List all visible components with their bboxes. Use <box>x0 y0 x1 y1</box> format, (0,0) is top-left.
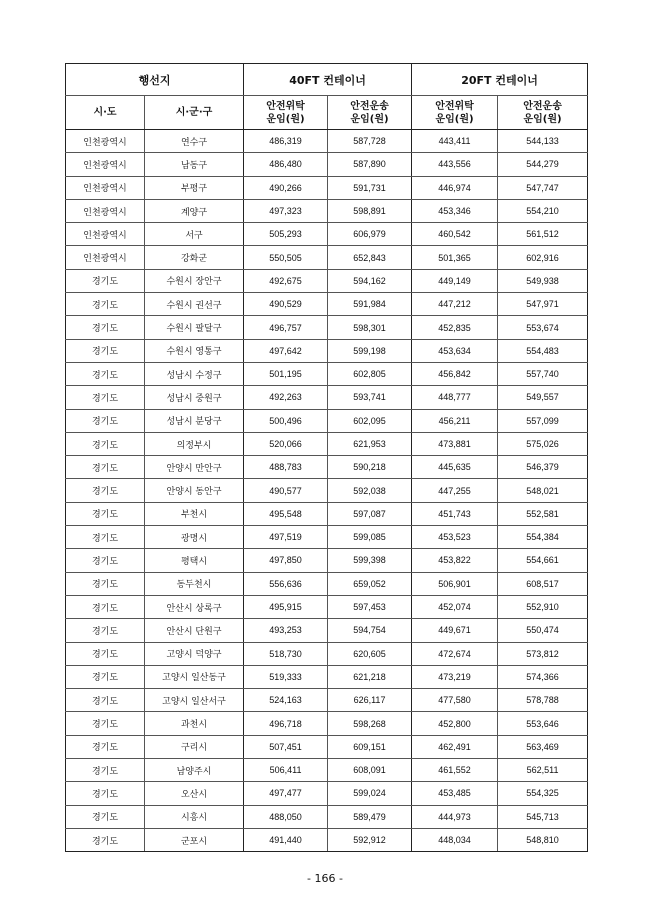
cell-sigungu: 안양시 동안구 <box>145 479 244 502</box>
cell-20ft-safe-consign: 449,671 <box>412 619 498 642</box>
cell-sido: 경기도 <box>66 805 145 828</box>
cell-40ft-safe-consign: 520,066 <box>244 432 328 455</box>
table-row <box>66 642 588 665</box>
cell-20ft-safe-transport: 557,099 <box>498 409 588 432</box>
cell-20ft-safe-consign: 451,743 <box>412 502 498 525</box>
cell-sido: 인천광역시 <box>66 223 145 246</box>
cell-sido: 경기도 <box>66 735 145 758</box>
cell-20ft-safe-consign: 473,219 <box>412 665 498 688</box>
cell-20ft-safe-transport: 547,747 <box>498 176 588 199</box>
table-row <box>66 246 588 269</box>
cell-40ft-safe-consign: 497,850 <box>244 549 328 572</box>
cell-sido: 경기도 <box>66 642 145 665</box>
header-line-1: 안전운송 <box>523 100 562 112</box>
cell-20ft-safe-transport: 573,812 <box>498 642 588 665</box>
cell-40ft-safe-transport: 594,162 <box>328 269 412 292</box>
cell-sido: 인천광역시 <box>66 153 145 176</box>
table-row <box>66 153 588 176</box>
table-row <box>66 339 588 362</box>
cell-sigungu: 동두천시 <box>145 572 244 595</box>
cell-sigungu: 안산시 상록구 <box>145 595 244 618</box>
cell-20ft-safe-consign: 452,835 <box>412 316 498 339</box>
table-row <box>66 805 588 828</box>
cell-40ft-safe-consign: 491,440 <box>244 828 328 851</box>
cell-20ft-safe-transport: 574,366 <box>498 665 588 688</box>
table-row <box>66 549 588 572</box>
table-header <box>66 64 588 130</box>
cell-20ft-safe-transport: 553,646 <box>498 712 588 735</box>
header-20ft-safe-transport <box>498 96 588 130</box>
cell-20ft-safe-transport: 557,740 <box>498 362 588 385</box>
cell-sigungu: 남양주시 <box>145 759 244 782</box>
cell-20ft-safe-consign: 456,211 <box>412 409 498 432</box>
cell-40ft-safe-consign: 505,293 <box>244 223 328 246</box>
cell-sigungu: 안산시 단원구 <box>145 619 244 642</box>
cell-20ft-safe-consign: 456,842 <box>412 362 498 385</box>
cell-sido: 경기도 <box>66 269 145 292</box>
cell-20ft-safe-transport: 575,026 <box>498 432 588 455</box>
cell-20ft-safe-transport: 546,379 <box>498 456 588 479</box>
table-row <box>66 828 588 851</box>
cell-20ft-safe-consign: 446,974 <box>412 176 498 199</box>
cell-40ft-safe-transport: 594,754 <box>328 619 412 642</box>
header-line-2: 운임(원) <box>266 113 305 125</box>
cell-20ft-safe-consign: 445,635 <box>412 456 498 479</box>
cell-40ft-safe-transport: 591,984 <box>328 293 412 316</box>
header-20ft-container: 20FT 컨테이너 <box>412 64 588 96</box>
cell-20ft-safe-transport: 550,474 <box>498 619 588 642</box>
header-route: 행선지 <box>66 64 244 96</box>
cell-20ft-safe-consign: 449,149 <box>412 269 498 292</box>
cell-20ft-safe-consign: 453,485 <box>412 782 498 805</box>
cell-40ft-safe-transport: 597,453 <box>328 595 412 618</box>
cell-sido: 경기도 <box>66 316 145 339</box>
cell-sido: 경기도 <box>66 759 145 782</box>
table-row <box>66 386 588 409</box>
cell-40ft-safe-transport: 599,398 <box>328 549 412 572</box>
cell-20ft-safe-consign: 461,552 <box>412 759 498 782</box>
cell-sido: 경기도 <box>66 409 145 432</box>
cell-sido: 경기도 <box>66 689 145 712</box>
cell-20ft-safe-transport: 544,133 <box>498 130 588 153</box>
cell-sigungu: 남동구 <box>145 153 244 176</box>
cell-40ft-safe-transport: 620,605 <box>328 642 412 665</box>
cell-sigungu: 오산시 <box>145 782 244 805</box>
header-line-2: 운임(원) <box>523 113 562 125</box>
cell-sido: 경기도 <box>66 665 145 688</box>
table-row <box>66 619 588 642</box>
cell-sigungu: 부평구 <box>145 176 244 199</box>
cell-20ft-safe-transport: 554,483 <box>498 339 588 362</box>
cell-40ft-safe-consign: 493,253 <box>244 619 328 642</box>
cell-sigungu: 시흥시 <box>145 805 244 828</box>
cell-20ft-safe-transport: 554,210 <box>498 199 588 222</box>
cell-sigungu: 부천시 <box>145 502 244 525</box>
cell-40ft-safe-consign: 486,319 <box>244 130 328 153</box>
table-row <box>66 409 588 432</box>
cell-sigungu: 서구 <box>145 223 244 246</box>
cell-40ft-safe-consign: 490,266 <box>244 176 328 199</box>
cell-40ft-safe-transport: 587,728 <box>328 130 412 153</box>
header-40ft-safe-consign <box>244 96 328 130</box>
cell-40ft-safe-transport: 606,979 <box>328 223 412 246</box>
cell-sigungu: 광명시 <box>145 526 244 549</box>
cell-20ft-safe-transport: 562,511 <box>498 759 588 782</box>
cell-20ft-safe-transport: 563,469 <box>498 735 588 758</box>
cell-40ft-safe-transport: 599,085 <box>328 526 412 549</box>
cell-40ft-safe-transport: 621,953 <box>328 432 412 455</box>
cell-40ft-safe-consign: 496,757 <box>244 316 328 339</box>
header-40ft-safe-transport <box>328 96 412 130</box>
table-row <box>66 759 588 782</box>
cell-sigungu: 연수구 <box>145 130 244 153</box>
cell-sido: 경기도 <box>66 479 145 502</box>
cell-40ft-safe-transport: 589,479 <box>328 805 412 828</box>
cell-sigungu: 과천시 <box>145 712 244 735</box>
header-line-2: 운임(원) <box>435 113 474 125</box>
cell-40ft-safe-transport: 602,095 <box>328 409 412 432</box>
cell-40ft-safe-consign: 488,050 <box>244 805 328 828</box>
cell-sido: 경기도 <box>66 456 145 479</box>
cell-40ft-safe-transport: 593,741 <box>328 386 412 409</box>
table-row <box>66 293 588 316</box>
cell-sigungu: 계양구 <box>145 199 244 222</box>
header-40ft-container: 40FT 컨테이너 <box>244 64 412 96</box>
table-row <box>66 689 588 712</box>
cell-sido: 경기도 <box>66 362 145 385</box>
cell-20ft-safe-transport: 548,021 <box>498 479 588 502</box>
cell-sido: 경기도 <box>66 293 145 316</box>
table-row <box>66 176 588 199</box>
cell-40ft-safe-transport: 598,268 <box>328 712 412 735</box>
cell-sigungu: 수원시 권선구 <box>145 293 244 316</box>
cell-20ft-safe-consign: 506,901 <box>412 572 498 595</box>
cell-20ft-safe-consign: 448,777 <box>412 386 498 409</box>
header-line-1: 안전위탁 <box>435 100 474 112</box>
cell-40ft-safe-consign: 500,496 <box>244 409 328 432</box>
table-row <box>66 269 588 292</box>
cell-40ft-safe-consign: 518,730 <box>244 642 328 665</box>
cell-sigungu: 의정부시 <box>145 432 244 455</box>
cell-40ft-safe-consign: 490,529 <box>244 293 328 316</box>
table-row <box>66 665 588 688</box>
table-row <box>66 362 588 385</box>
cell-sigungu: 구리시 <box>145 735 244 758</box>
cell-40ft-safe-transport: 592,912 <box>328 828 412 851</box>
cell-sido: 경기도 <box>66 712 145 735</box>
table-row <box>66 782 588 805</box>
cell-40ft-safe-consign: 486,480 <box>244 153 328 176</box>
cell-sido: 경기도 <box>66 339 145 362</box>
cell-20ft-safe-transport: 578,788 <box>498 689 588 712</box>
table-row <box>66 316 588 339</box>
cell-40ft-safe-transport: 652,843 <box>328 246 412 269</box>
cell-40ft-safe-consign: 497,477 <box>244 782 328 805</box>
cell-sido: 인천광역시 <box>66 130 145 153</box>
cell-40ft-safe-consign: 556,636 <box>244 572 328 595</box>
cell-40ft-safe-consign: 495,548 <box>244 502 328 525</box>
cell-40ft-safe-transport: 608,091 <box>328 759 412 782</box>
cell-40ft-safe-consign: 488,783 <box>244 456 328 479</box>
cell-20ft-safe-consign: 447,212 <box>412 293 498 316</box>
cell-40ft-safe-consign: 524,163 <box>244 689 328 712</box>
cell-sigungu: 수원시 팔달구 <box>145 316 244 339</box>
table-row <box>66 595 588 618</box>
cell-sido: 인천광역시 <box>66 246 145 269</box>
table-body <box>66 130 588 852</box>
cell-sido: 경기도 <box>66 386 145 409</box>
cell-20ft-safe-consign: 452,800 <box>412 712 498 735</box>
cell-20ft-safe-transport: 554,661 <box>498 549 588 572</box>
cell-sigungu: 평택시 <box>145 549 244 572</box>
cell-20ft-safe-consign: 453,634 <box>412 339 498 362</box>
cell-20ft-safe-transport: 549,557 <box>498 386 588 409</box>
cell-sigungu: 수원시 영통구 <box>145 339 244 362</box>
cell-40ft-safe-consign: 506,411 <box>244 759 328 782</box>
cell-20ft-safe-consign: 453,523 <box>412 526 498 549</box>
table-row <box>66 735 588 758</box>
cell-40ft-safe-consign: 550,505 <box>244 246 328 269</box>
page-number: - 166 - <box>307 872 343 885</box>
table-row <box>66 712 588 735</box>
cell-sigungu: 안양시 만안구 <box>145 456 244 479</box>
cell-sido: 경기도 <box>66 782 145 805</box>
cell-20ft-safe-transport: 553,674 <box>498 316 588 339</box>
table-row <box>66 572 588 595</box>
cell-40ft-safe-consign: 519,333 <box>244 665 328 688</box>
cell-sigungu: 성남시 수정구 <box>145 362 244 385</box>
header-sigungu: 시·군·구 <box>145 96 244 130</box>
cell-40ft-safe-consign: 490,577 <box>244 479 328 502</box>
cell-sigungu: 성남시 분당구 <box>145 409 244 432</box>
cell-20ft-safe-consign: 473,881 <box>412 432 498 455</box>
cell-40ft-safe-transport: 587,890 <box>328 153 412 176</box>
cell-20ft-safe-consign: 460,542 <box>412 223 498 246</box>
table-row <box>66 526 588 549</box>
cell-sido: 인천광역시 <box>66 176 145 199</box>
cell-40ft-safe-transport: 626,117 <box>328 689 412 712</box>
cell-40ft-safe-transport: 659,052 <box>328 572 412 595</box>
cell-40ft-safe-transport: 599,198 <box>328 339 412 362</box>
cell-40ft-safe-transport: 591,731 <box>328 176 412 199</box>
cell-40ft-safe-consign: 495,915 <box>244 595 328 618</box>
cell-sido: 경기도 <box>66 572 145 595</box>
cell-20ft-safe-consign: 448,034 <box>412 828 498 851</box>
cell-40ft-safe-transport: 597,087 <box>328 502 412 525</box>
header-sido: 시·도 <box>66 96 145 130</box>
table-row <box>66 479 588 502</box>
cell-20ft-safe-consign: 453,822 <box>412 549 498 572</box>
cell-20ft-safe-consign: 447,255 <box>412 479 498 502</box>
table-row <box>66 502 588 525</box>
cell-sigungu: 고양시 일산서구 <box>145 689 244 712</box>
cell-sido: 경기도 <box>66 526 145 549</box>
cell-40ft-safe-consign: 507,451 <box>244 735 328 758</box>
cell-sigungu: 고양시 일산동구 <box>145 665 244 688</box>
cell-20ft-safe-consign: 462,491 <box>412 735 498 758</box>
cell-40ft-safe-transport: 590,218 <box>328 456 412 479</box>
cell-40ft-safe-transport: 621,218 <box>328 665 412 688</box>
cell-20ft-safe-transport: 561,512 <box>498 223 588 246</box>
cell-sido: 경기도 <box>66 432 145 455</box>
cell-sido: 경기도 <box>66 595 145 618</box>
cell-40ft-safe-transport: 602,805 <box>328 362 412 385</box>
cell-20ft-safe-consign: 444,973 <box>412 805 498 828</box>
cell-40ft-safe-transport: 598,891 <box>328 199 412 222</box>
cell-20ft-safe-transport: 552,581 <box>498 502 588 525</box>
header-line-2: 운임(원) <box>350 113 389 125</box>
cell-20ft-safe-consign: 501,365 <box>412 246 498 269</box>
cell-20ft-safe-transport: 554,384 <box>498 526 588 549</box>
cell-sido: 경기도 <box>66 549 145 572</box>
cell-20ft-safe-transport: 602,916 <box>498 246 588 269</box>
table-row <box>66 223 588 246</box>
cell-sigungu: 성남시 중원구 <box>145 386 244 409</box>
cell-sido: 경기도 <box>66 828 145 851</box>
cell-40ft-safe-transport: 599,024 <box>328 782 412 805</box>
header-line-1: 안전위탁 <box>266 100 305 112</box>
cell-40ft-safe-consign: 497,519 <box>244 526 328 549</box>
cell-sido: 인천광역시 <box>66 199 145 222</box>
cell-20ft-safe-transport: 554,325 <box>498 782 588 805</box>
cell-40ft-safe-transport: 592,038 <box>328 479 412 502</box>
cell-sigungu: 군포시 <box>145 828 244 851</box>
cell-20ft-safe-transport: 608,517 <box>498 572 588 595</box>
cell-20ft-safe-transport: 545,713 <box>498 805 588 828</box>
cell-20ft-safe-consign: 477,580 <box>412 689 498 712</box>
table-row <box>66 199 588 222</box>
cell-20ft-safe-transport: 552,910 <box>498 595 588 618</box>
cell-20ft-safe-consign: 443,556 <box>412 153 498 176</box>
cell-sigungu: 고양시 덕양구 <box>145 642 244 665</box>
cell-20ft-safe-consign: 453,346 <box>412 199 498 222</box>
cell-sigungu: 수원시 장안구 <box>145 269 244 292</box>
cell-sido: 경기도 <box>66 619 145 642</box>
cell-20ft-safe-consign: 472,674 <box>412 642 498 665</box>
cell-40ft-safe-transport: 598,301 <box>328 316 412 339</box>
cell-40ft-safe-consign: 497,323 <box>244 199 328 222</box>
cell-40ft-safe-consign: 496,718 <box>244 712 328 735</box>
header-20ft-safe-consign <box>412 96 498 130</box>
cell-40ft-safe-consign: 492,263 <box>244 386 328 409</box>
table-row <box>66 432 588 455</box>
cell-20ft-safe-consign: 452,074 <box>412 595 498 618</box>
table-row <box>66 130 588 153</box>
cell-20ft-safe-consign: 443,411 <box>412 130 498 153</box>
cell-20ft-safe-transport: 547,971 <box>498 293 588 316</box>
cell-40ft-safe-consign: 492,675 <box>244 269 328 292</box>
cell-40ft-safe-transport: 609,151 <box>328 735 412 758</box>
cell-20ft-safe-transport: 548,810 <box>498 828 588 851</box>
cell-40ft-safe-consign: 497,642 <box>244 339 328 362</box>
cell-sido: 경기도 <box>66 502 145 525</box>
freight-rate-table <box>65 63 588 852</box>
cell-20ft-safe-transport: 544,279 <box>498 153 588 176</box>
cell-sigungu: 강화군 <box>145 246 244 269</box>
table-row <box>66 456 588 479</box>
cell-20ft-safe-transport: 549,938 <box>498 269 588 292</box>
cell-40ft-safe-consign: 501,195 <box>244 362 328 385</box>
header-line-1: 안전운송 <box>350 100 389 112</box>
